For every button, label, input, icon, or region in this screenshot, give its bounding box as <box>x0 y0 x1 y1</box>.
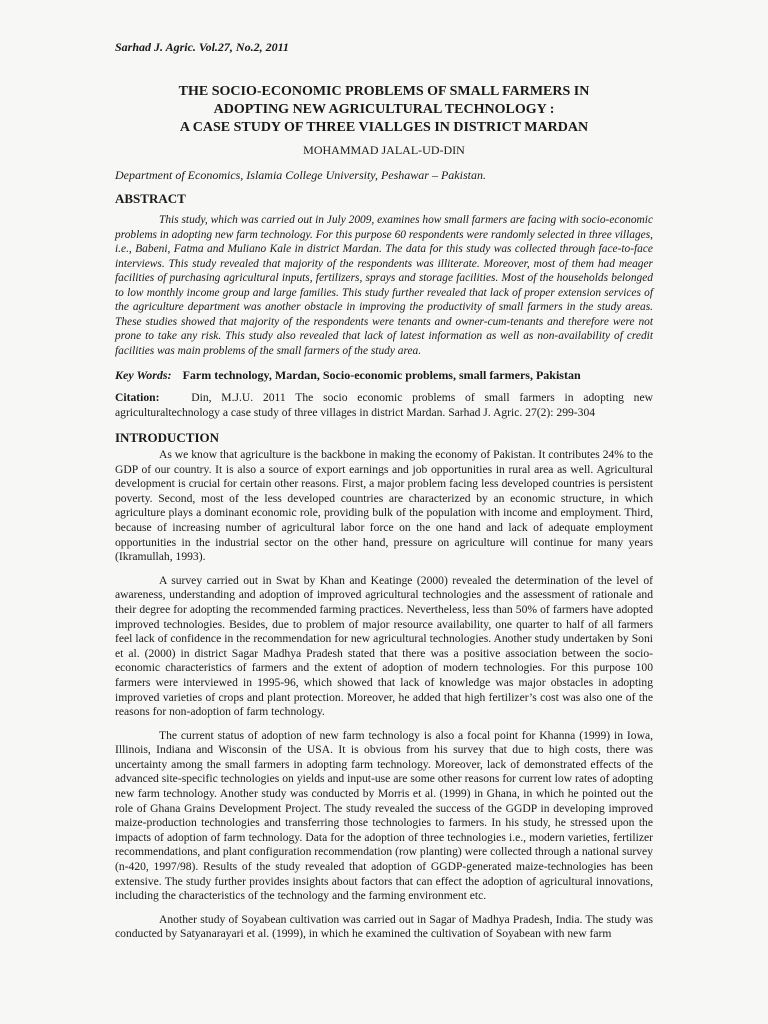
title-line-2: ADOPTING NEW AGRICULTURAL TECHNOLOGY : <box>213 102 555 117</box>
author-affiliation: Department of Economics, Islamia College University, Peshawar – Pakistan. <box>115 168 486 182</box>
intro-paragraph-3: The current status of adoption of new farm technology is also a focal point for Khanna (1999) in Iowa, Illinois, Indiana and Wisconsin of the USA. It is obvious from his survey that due to high costs, there was uncertainty among the small farmers in adopting farm technology. Moreover, lack of demonstrated effects of the advanced site-specific technologies on yields and input-use are some other reasons for current low rates of adopting new farm technology. Another study was conducted by Morris et al. (1999) in Ghana, in which he pointed out the role of Ghana Grains Development Project. The study revealed the success of the GGDP in developing improved maize-production technologies and transferring those technologies to farmers. In his study, he stressed upon the impacts of adoption of farm technology. Data for the adoption of three technologies i.e., modern varieties, fertilizer recommendations, and plant configuration recommendation (row planting) were collected through a national survey (n-420, 1997/98). Results of the study revealed that adoption of GGDP-generated maize-technologies has been extensive. The study further provides insights about factors that can effect the adoption of agricultural innovations, including the characteristics of the technology and the farming environment etc. <box>115 728 653 903</box>
paper-title <box>115 83 653 137</box>
keywords-line <box>115 368 653 383</box>
intro-paragraph-1: As we know that agriculture is the backbone in making the economy of Pakistan. It contributes 24% to the GDP of our country. It is also a source of export earnings and job opportunities in rural area as well. Agricultural development is crucial for certain other reasons. First, a major problem facing less developed countries is persistent poverty. Second, most of the less developed countries are characterized by an economic structure, in which agriculture plays a dominant economic role, providing bulk of the population with income and employment. Third, because of increasing number of agricultural labor force on the one hand and lack of adequate employment opportunities in the industrial sector on the other hand, pressure on agriculture will continue for many years (Ikramullah, 1993). <box>115 448 653 564</box>
introduction-heading: INTRODUCTION <box>115 430 220 445</box>
keywords-value: Farm technology, Mardan, Socio-economic problems, small farmers, Pakistan <box>182 368 581 382</box>
abstract-heading: ABSTRACT <box>115 191 186 206</box>
intro-paragraph-2: A survey carried out in Swat by Khan and Keatinge (2000) revealed the determination of the level of awareness, understanding and adoption of improved agricultural technologies and the assessment of rationale and their degree for adopting the recommended farming practices. Nevertheless, less than 50% of farmers have adopted improved technologies. Besides, due to problem of major resource availability, one quarter to half of all farmers feel lack of confidence in the recommendation for new agricultural technologies. Another study undertaken by Soni et al. (2000) in district Sagar Madhya Pradesh stated that there was a positive association between the socio-economic characteristics of farmers and the extent of adoption of modern technologies. For this purpose 100 farmers were interviewed in 1995-96, which showed that lack of knowledge was major obstacles in adopting improved varieties of crops and plant protection. Moreover, he added that high fertilizer’s cost was also one of the reasons for non-adoption of farm technology. <box>115 573 653 719</box>
title-line-1: THE SOCIO-ECONOMIC PROBLEMS OF SMALL FARMERS IN <box>178 84 590 99</box>
journal-reference: Sarhad J. Agric. Vol.27, No.2, 2011 <box>115 40 289 54</box>
citation-label: Citation: <box>115 391 160 404</box>
abstract-text: This study, which was carried out in July 2009, examines how small farmers are facing with socio-economic problems in adopting new farm technology. For this purpose 60 respondents were randomly selected in three villages, i.e., Babeni, Fatma and Muliano Kale in district Mardan. The data for this study was collected through face-to-face interviews. This study revealed that majority of the respondents was illiterate. Moreover, most of them had meager facilities of purchasing agricultural inputs, fertilizers, sprays and storage facilities. Most of the households belonged to low monthly income group and large families. This study further revealed that lack of proper extension services of the agriculture department was another obstacle in improving the productivity of small farmers in the study areas. These studies showed that majority of the respondents were tenants and owner-cum-tenants and therefore were not prone to take any risk. This study also revealed that lack of latest information as well as non-availability of credit facilities was main problems of the small farmers of the study area. <box>115 214 653 357</box>
citation-line <box>115 391 653 420</box>
title-line-3: A CASE STUDY OF THREE VIALLGES IN DISTRICT MARDAN <box>179 120 589 135</box>
author-name: MOHAMMAD JALAL-UD-DIN <box>303 143 465 157</box>
citation-text: Din, M.J.U. 2011 The socio economic problems of small farmers in adopting new agriculturaltechnology a case study of three villages in district Mardan. Sarhad J. Agric. 27(2): 299-304 <box>115 391 653 419</box>
keywords-label: Key Words: <box>115 368 172 382</box>
intro-paragraph-4: Another study of Soyabean cultivation was carried out in Sagar of Madhya Pradesh, India. The study was conducted by Satyanarayari et al. (1999), in which he examined the cultivation of Soyabean with new farm <box>115 912 653 941</box>
